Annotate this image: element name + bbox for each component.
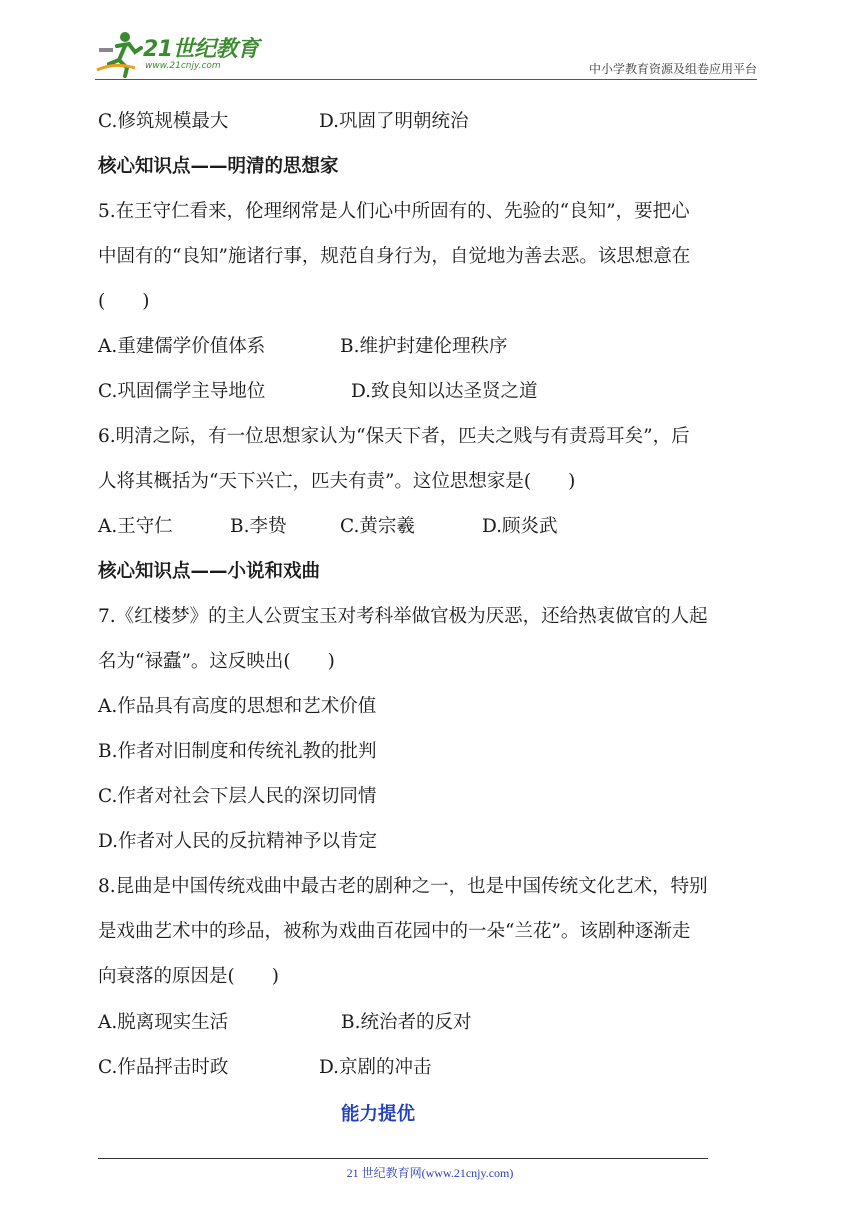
section-heading-ability: 能力提优 (341, 1104, 416, 1125)
q7-option-c: C.作者对社会下层人民的深切同情 (98, 786, 377, 807)
q8-option-a: A.脱离现实生活 (98, 1012, 229, 1033)
q6-option-b: B.李贽 (230, 516, 287, 537)
q7-stem-line2: 名为“禄蠹”。这反映出( ) (98, 651, 335, 672)
footer-divider (98, 1158, 708, 1159)
q5-stem-line3: ( ) (98, 291, 150, 312)
q5-option-a: A.重建儒学价值体系 (98, 336, 266, 357)
logo-url: www.21cnjy.com (145, 61, 221, 71)
q5-stem-line1: 5.在王守仁看来，伦理纲常是人们心中所固有的、先验的“良知”，要把心 (98, 201, 690, 222)
site-logo (95, 28, 265, 80)
q5-stem-line2: 中固有的“良知”施诸行事，规范自身行为，自觉地为善去恶。该思想意在 (98, 246, 691, 267)
q7-option-b: B.作者对旧制度和传统礼教的批判 (98, 741, 377, 762)
q8-option-d: D.京剧的冲击 (319, 1057, 432, 1078)
q6-option-c: C.黄宗羲 (340, 516, 415, 537)
header-platform-text: 中小学教育资源及组卷应用平台 (588, 62, 757, 76)
section-heading-fiction: 核心知识点——小说和戏曲 (98, 561, 321, 582)
q7-option-a: A.作品具有高度的思想和艺术价值 (98, 696, 377, 717)
q8-stem-line3: 向衰落的原因是( ) (98, 966, 279, 987)
q4-option-d: D.巩固了明朝统治 (319, 111, 469, 132)
q8-option-b: B.统治者的反对 (341, 1012, 472, 1033)
q5-option-b: B.维护封建伦理秩序 (340, 336, 508, 357)
q5-option-c: C.巩固儒学主导地位 (98, 381, 266, 402)
section-heading-thinkers: 核心知识点——明清的思想家 (98, 156, 339, 177)
q6-stem-line1: 6.明清之际，有一位思想家认为“保天下者，匹夫之贱与有责焉耳矣”，后 (98, 426, 690, 447)
q6-stem-line2: 人将其概括为“天下兴亡，匹夫有责”。这位思想家是( ) (98, 471, 576, 492)
page-header (95, 28, 757, 84)
q4-option-c: C.修筑规模最大 (98, 111, 229, 132)
running-figure-icon (95, 28, 147, 78)
q7-option-d: D.作者对人民的反抗精神予以肯定 (98, 831, 378, 852)
q8-stem-line1: 8.昆曲是中国传统戏曲中最古老的剧种之一，也是中国传统文化艺术，特别 (98, 876, 708, 897)
page-footer: 21 世纪教育网(www.21cnjy.com) (346, 1166, 514, 1180)
q8-stem-line2: 是戏曲艺术中的珍品，被称为戏曲百花园中的一朵“兰花”。该剧种逐渐走 (98, 921, 691, 942)
q6-option-d: D.顾炎武 (482, 516, 558, 537)
header-divider (95, 79, 757, 80)
q6-option-a: A.王守仁 (98, 516, 173, 537)
q5-option-d: D.致良知以达圣贤之道 (351, 381, 538, 402)
q7-stem-line1: 7.《红楼梦》的主人公贾宝玉对考科举做官极为厌恶，还给热衷做官的人起 (98, 606, 708, 627)
logo-text: 21世纪教育 (143, 37, 259, 62)
q8-option-c: C.作品抨击时政 (98, 1057, 229, 1078)
